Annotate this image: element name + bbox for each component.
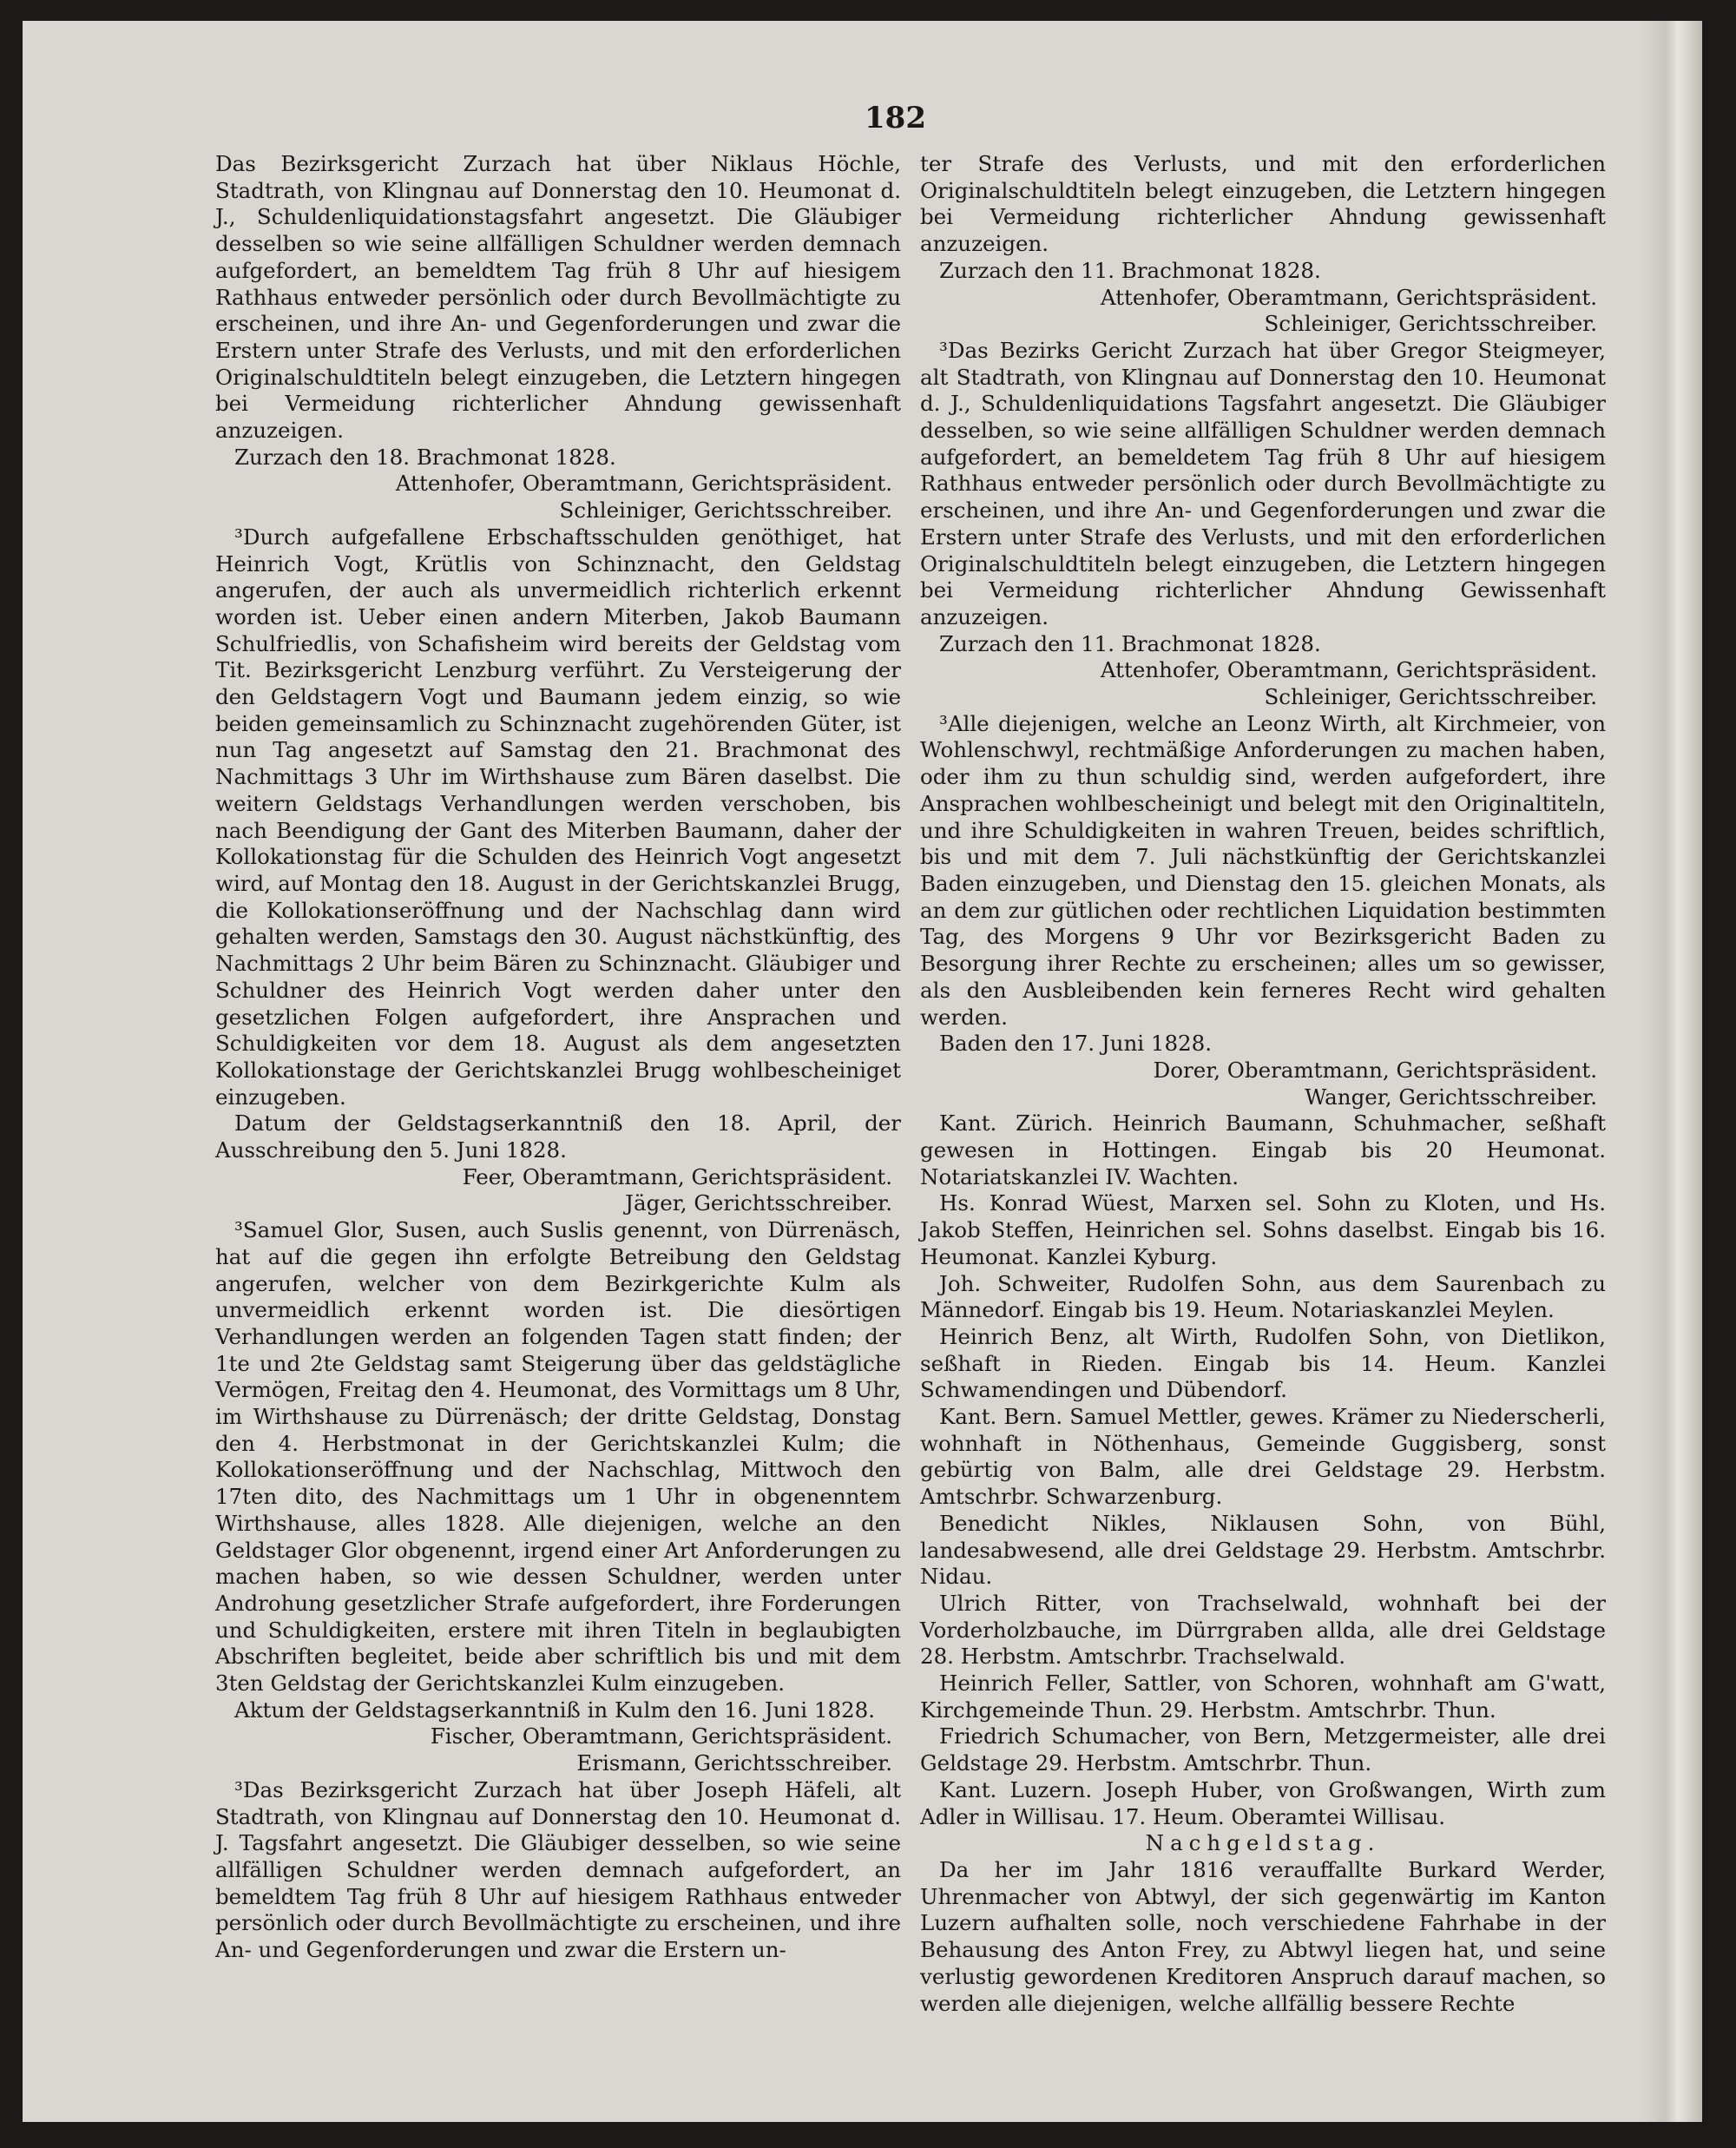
right-column [920,151,1606,2017]
right-paragraph-15: Heinrich Benz, alt Wirth, Rudolfen Sohn, von Dietlikon, seßhaft in Rieden. Eingab bis 14. Heum. Kanzlei Schwamendingen und Dübendorf. [920,1323,1606,1403]
left-paragraph-11: Erismann, Gerichtsschreiber. [576,1750,892,1776]
left-paragraph-12: ³Das Bezirksgericht Zurzach hat über Joseph Häfeli, alt Stadtrath, von Klingnau auf Donnerstag den 10. Heumonat d. J. Tagsfahrt angesetzt. Die Gläubiger desselben, so wie seine allfälligen Schuldner werden demnach aufgefordert, an bemeldtem Tag früh 8 Uhr auf hiesigem Rathhaus entweder persönlich oder durch Bevollmächtigte zu erscheinen, und ihre An- und Gegenforderungen und zwar die Erstern un- [215,1776,901,1963]
right-paragraph-23: Da her im Jahr 1816 verauffallte Burkard Werder, Uhrenmacher von Abtwyl, der sich gegenwärtig im Kanton Luzern aufhalten solle, noch verschiedene Fahrhabe in der Behausung des Anton Frey, zu Abtwyl liegen hat, und seine verlustig gewordenen Kreditoren Anspruch darauf machen, so werden alle diejenigen, welche allfällig bessere Rechte [920,1857,1606,2016]
left-paragraph-3: Schleiniger, Gerichtsschreiber. [559,497,892,524]
left-paragraph-10: Fischer, Oberamtmann, Gerichtspräsident. [430,1723,892,1749]
left-paragraph-8: ³Samuel Glor, Susen, auch Suslis genennt, von Dürrenäsch, hat auf die gegen ihn erfolgte Betreibung den Geldstag angerufen, welcher von dem Bezirkgerichte Kulm als unvermeidlich erkennt worden ist. Die diesörtigen Verhandlungen werden an folgenden Tagen statt finden; der 1te und 2te Geldstag samt Steigerung über das geldstägliche Vermögen, Freitag den 4. Heumonat, des Vormittags um 8 Uhr, im Wirthshause zu Dürrenäsch; der dritte Geldstag, Donstag den 4. Herbstmonat in der Gerichtskanzlei Kulm; die Kollokationseröffnung und der Nachschlag, Mittwoch den 17ten dito, des Nachmittags um 1 Uhr in obgenenntem Wirthshause, alles 1828. Alle diejenigen, welche an den Geldstager Glor obgenennt, irgend einer Art Anforderungen zu machen haben, so wie dessen Schuldner, werden unter Androhung gesetzlicher Strafe aufgefordert, ihre Forderungen und Schuldigkeiten, erstere mit ihren Titeln in beglaubigten Abschriften begleitet, beide aber schriftlich bis und mit dem 3ten Geldstag der Gerichtskanzlei Kulm einzugeben. [215,1217,901,1697]
right-paragraph-2: Attenhofer, Oberamtmann, Gerichtspräsident. [1100,284,1597,310]
right-paragraph-22: Nachgeldstag. [1145,1830,1381,1856]
right-paragraph-6: Attenhofer, Oberamtmann, Gerichtspräsident. [1100,657,1597,683]
right-paragraph-1: Zurzach den 11. Brachmonat 1828. [939,257,1321,283]
left-paragraph-4: ³Durch aufgefallene Erbschaftsschulden genöthiget, hat Heinrich Vogt, Krütlis von Schinznacht, den Geldstag angerufen, der auch als unvermeidlich richterlich erkennt worden ist. Ueber einen andern Miterben, Jakob Baumann Schulfriedlis, von Schafisheim wird bereits der Geldstag vom Tit. Bezirksgericht Lenzburg verführt. Zu Versteigerung der den Geldstagern Vogt und Baumann jedem einzig, so wie beiden gemeinsamlich zu Schinznacht zugehörenden Güter, ist nun Tag angesetzt auf Samstag den 21. Brachmonat des Nachmittags 3 Uhr im Wirthshause zum Bären daselbst. Die weitern Geldstags Verhandlungen werden verschoben, bis nach Beendigung der Gant des Miterben Baumann, daher der Kollokationstag für die Schulden des Heinrich Vogt angesetzt wird, auf Montag den 18. August in der Gerichtskanzlei Brugg, die Kollokationseröffnung und der Nachschlag dann wird gehalten werden, Samstags den 30. August nächstkünftig, des Nachmittags 2 Uhr beim Bären zu Schinznacht. Gläubiger und Schuldner des Heinrich Vogt werden daher unter den gesetzlichen Folgen aufgefordert, ihre Ansprachen und Schuldigkeiten vor dem 18. August als dem angesetzten Kollokationstage der Gerichtskanzlei Brugg wohlbescheiniget einzugeben. [215,524,901,1110]
right-paragraph-9: Baden den 17. Juni 1828. [939,1031,1213,1057]
right-paragraph-13: Hs. Konrad Wüest, Marxen sel. Sohn zu Kloten, und Hs. Jakob Steffen, Heinrichen sel. Sohns daselbst. Eingab bis 16. Heumonat. Kanzlei Kyburg. [920,1190,1606,1269]
left-paragraph-1: Zurzach den 18. Brachmonat 1828. [234,444,616,470]
left-column [215,151,901,1964]
right-paragraph-10: Dorer, Oberamtmann, Gerichtspräsident. [1153,1057,1597,1083]
left-paragraph-0: Das Bezirksgericht Zurzach hat über Niklaus Höchle, Stadtrath, von Klingnau auf Donnerstag den 10. Heumonat d. J., Schuldenliquidationstagsfahrt angesetzt. Die Gläubiger desselben so wie seine allfälligen Schuldner werden demnach aufgefordert, an bemeldtem Tag früh 8 Uhr auf hiesigem Rathhaus entweder persönlich oder durch Bevollmächtigte zu erscheinen, und ihre An- und Gegenforderungen und zwar die Erstern unter Strafe des Verlusts, und mit den erforderlichen Originalschuldtiteln belegt einzugeben, die Letztern hingegen bei Vermeidung richterlicher Ahndung gewissenhaft anzuzeigen. [215,151,901,444]
right-paragraph-5: Zurzach den 11. Brachmonat 1828. [939,630,1321,656]
right-paragraph-11: Wanger, Gerichtsschreiber. [1305,1084,1597,1110]
right-paragraph-17: Benedicht Nikles, Niklausen Sohn, von Bühl, landesabwesend, alle drei Geldstage 29. Herbstm. Amtschrbr. Nidau. [920,1510,1606,1590]
left-paragraph-7: Jäger, Gerichtsschreiber. [625,1190,892,1216]
right-paragraph-16: Kant. Bern. Samuel Mettler, gewes. Krämer zu Niederscherli, wohnhaft in Nöthenhaus, Gemeinde Guggisberg, sonst gebürtig von Balm, alle drei Geldstage 29. Herbstm. Amtschrbr. Schwarzenburg. [920,1404,1606,1510]
right-paragraph-19: Heinrich Feller, Sattler, von Schoren, wohnhaft am G'watt, Kirchgemeinde Thun. 29. Herbstm. Amtschrbr. Thun. [920,1670,1606,1723]
right-paragraph-14: Joh. Schweiter, Rudolfen Sohn, aus dem Saurenbach zu Männedorf. Eingab bis 19. Heum. Notariaskanzlei Meylen. [920,1270,1606,1323]
right-paragraph-20: Friedrich Schumacher, von Bern, Metzgermeister, alle drei Geldstage 29. Herbstm. Amtschrbr. Thun. [920,1723,1606,1776]
right-paragraph-12: Kant. Zürich. Heinrich Baumann, Schuhmacher, seßhaft gewesen in Hottingen. Eingab bis 20 Heumonat. Notariatskanzlei IV. Wachten. [920,1110,1606,1189]
page-edge [1641,21,1702,2122]
left-paragraph-2: Attenhofer, Oberamtmann, Gerichtspräsident. [395,471,892,497]
newspaper-page [23,21,1702,2122]
left-paragraph-6: Feer, Oberamtmann, Gerichtspräsident. [462,1163,892,1189]
right-paragraph-3: Schleiniger, Gerichtsschreiber. [1264,311,1597,337]
left-paragraph-9: Aktum der Geldstagserkanntniß in Kulm den 16. Juni 1828. [234,1697,876,1723]
right-paragraph-18: Ulrich Ritter, von Trachselwald, wohnhaft bei der Vorderholzbauche, im Dürrgraben allda, alle drei Geldstage 28. Herbstm. Amtschrbr. Trachselwald. [920,1590,1606,1670]
left-paragraph-5: Datum der Geldstagserkanntniß den 18. April, der Ausschreibung den 5. Juni 1828. [215,1110,901,1163]
right-paragraph-0: ter Strafe des Verlusts, und mit den erforderlichen Originalschuldtiteln belegt einzugeben, die Letztern hingegen bei Vermeidung richterlicher Ahndung gewissenhaft anzuzeigen. [920,151,1606,257]
page-number: 182 [865,101,926,135]
right-paragraph-21: Kant. Luzern. Joseph Huber, von Großwangen, Wirth zum Adler in Willisau. 17. Heum. Oberamtei Willisau. [920,1776,1606,1829]
right-paragraph-7: Schleiniger, Gerichtsschreiber. [1264,684,1597,710]
right-paragraph-4: ³Das Bezirks Gericht Zurzach hat über Gregor Steigmeyer, alt Stadtrath, von Klingnau auf Donnerstag den 10. Heumonat d. J., Schuldenliquidations Tagsfahrt angesetzt. Die Gläubiger desselben, so wie seine allfälligen Schuldner werden demnach aufgefordert, an bemeldetem Tag früh 8 Uhr auf hiesigem Rathhaus entweder persönlich oder durch Bevollmächtigte zu erscheinen, und ihre An- und Gegenforderungen und zwar die Erstern unter Strafe des Verlusts, und mit den erforderlichen Originalschuldtiteln belegt einzugeben, die Letztern hingegen bei Vermeidung richterlicher Ahndung Gewissenhaft anzuzeigen. [920,337,1606,629]
right-paragraph-8: ³Alle diejenigen, welche an Leonz Wirth, alt Kirchmeier, von Wohlenschwyl, rechtmäßige Anforderungen zu machen haben, oder ihm zu thun schuldig sind, werden aufgefordert, ihre Ansprachen wohlbescheinigt und belegt mit den Originaltiteln, und ihre Schuldigkeiten in wahren Treuen, beides schriftlich, bis und mit dem 7. Juli nächstkünftig der Gerichtskanzlei Baden einzugeben, und Dienstag den 15. gleichen Monats, als an dem zur gütlichen oder rechtlichen Liquidation bestimmten Tag, des Morgens 9 Uhr vor Bezirksgericht Baden zu Besorgung ihrer Rechte zu erscheinen; alles um so gewisser, als den Ausbleibenden kein ferneres Recht wird gehalten werden. [920,710,1606,1030]
